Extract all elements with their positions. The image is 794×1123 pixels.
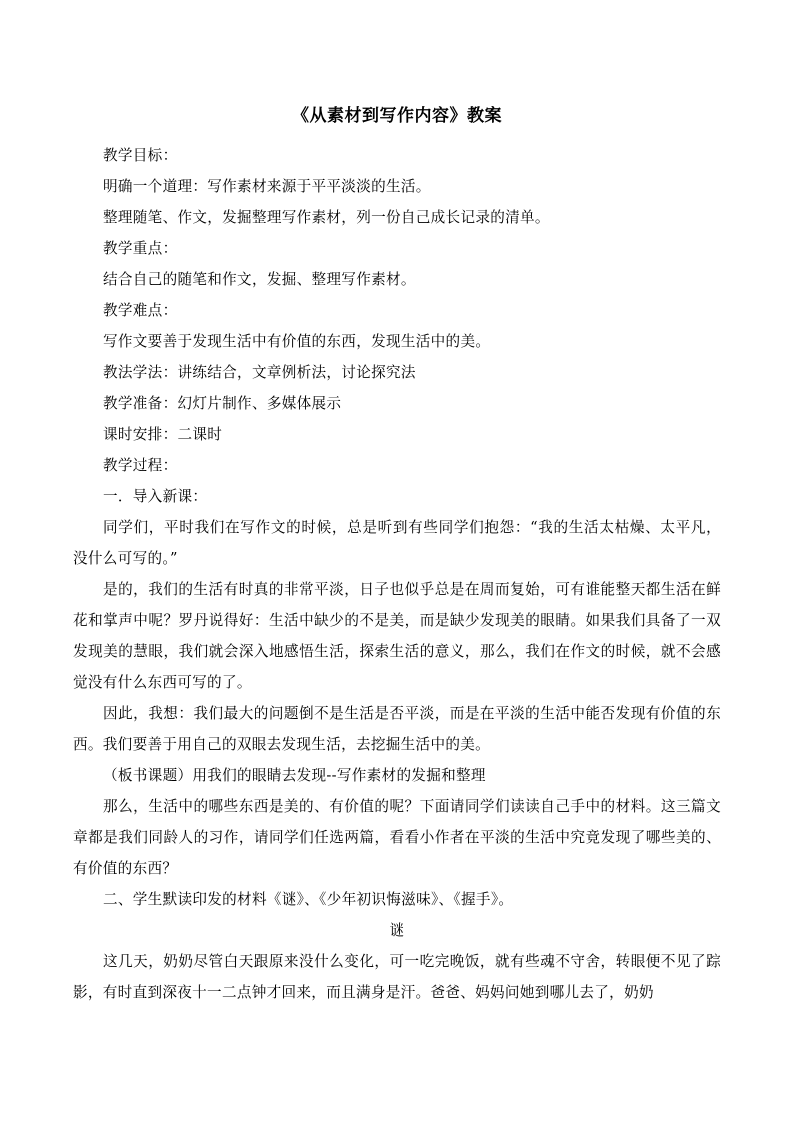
paragraph: 写作文要善于发现生活中有价值的东西，发现生活中的美。 — [103, 333, 491, 350]
paragraph: 二、学生默读印发的材料《谜》、《少年初识悔滋味》、《握手》。 — [103, 891, 514, 908]
paragraph: 教学目标： — [103, 147, 178, 164]
paragraph: （板书课题）用我们的眼睛去发现--写作素材的发掘和整理 — [103, 767, 486, 784]
document-body — [73, 140, 721, 1008]
paragraph: 整理随笔、作文，发掘整理写作素材，列一份自己成长记录的清单。 — [103, 209, 550, 226]
paragraph: 教学过程： — [103, 457, 178, 474]
paragraph: 明确一个道理：写作素材来源于平平淡淡的生活。 — [103, 178, 431, 195]
paragraph: 是的，我们的生活有时真的非常平淡，日子也似乎总是在周而复始，可有谁能整天都生活在鲜花和掌声中呢？罗丹说得好：生活中缺少的不是美，而是缺少发现美的眼睛。如果我们具备了一双发现美的慧眼，我们就会深入地感悟生活，探索生活的意义，那么，我们在作文的时候，就不会感觉没有什么东西可写的了。 — [73, 581, 721, 691]
section-heading: 谜 — [389, 922, 405, 939]
paragraph: 教法学法：讲练结合，文章例析法，讨论探究法 — [103, 364, 416, 381]
paragraph: 那么，生活中的哪些东西是美的、有价值的呢？下面请同学们读读自己手中的材料。这三篇文章都是我们同龄人的习作，请同学们任选两篇，看看小作者在平淡的生活中究竟发现了哪些美的、有价值的东西？ — [73, 798, 721, 877]
paragraph: 同学们，平时我们在写作文的时候，总是听到有些同学们抱怨：“我的生活太枯燥、太平凡，没什么可写的。” — [73, 519, 721, 567]
paragraph: 课时安排：二课时 — [103, 426, 223, 443]
paragraph: 这几天，奶奶尽管白天跟原来没什么变化，可一吃完晚饭，就有些魂不守舍，转眼便不见了踪影，有时直到深夜十一二点钟才回来，而且满身是汗。爸爸、妈妈问她到哪儿去了，奶奶 — [73, 953, 721, 1001]
paragraph: 教学重点： — [103, 240, 178, 257]
paragraph: 一．导入新课： — [103, 488, 208, 505]
paragraph: 教学准备：幻灯片制作、多媒体展示 — [103, 395, 342, 412]
document-title: 《从素材到写作内容》教案 — [292, 106, 502, 126]
paragraph: 结合自己的随笔和作文，发掘、整理写作素材。 — [103, 271, 416, 288]
paragraph: 教学难点： — [103, 302, 178, 319]
paragraph: 因此，我想：我们最大的问题倒不是生活是否平淡，而是在平淡的生活中能否发现有价值的东西。我们要善于用自己的双眼去发现生活，去挖掘生活中的美。 — [73, 705, 721, 753]
